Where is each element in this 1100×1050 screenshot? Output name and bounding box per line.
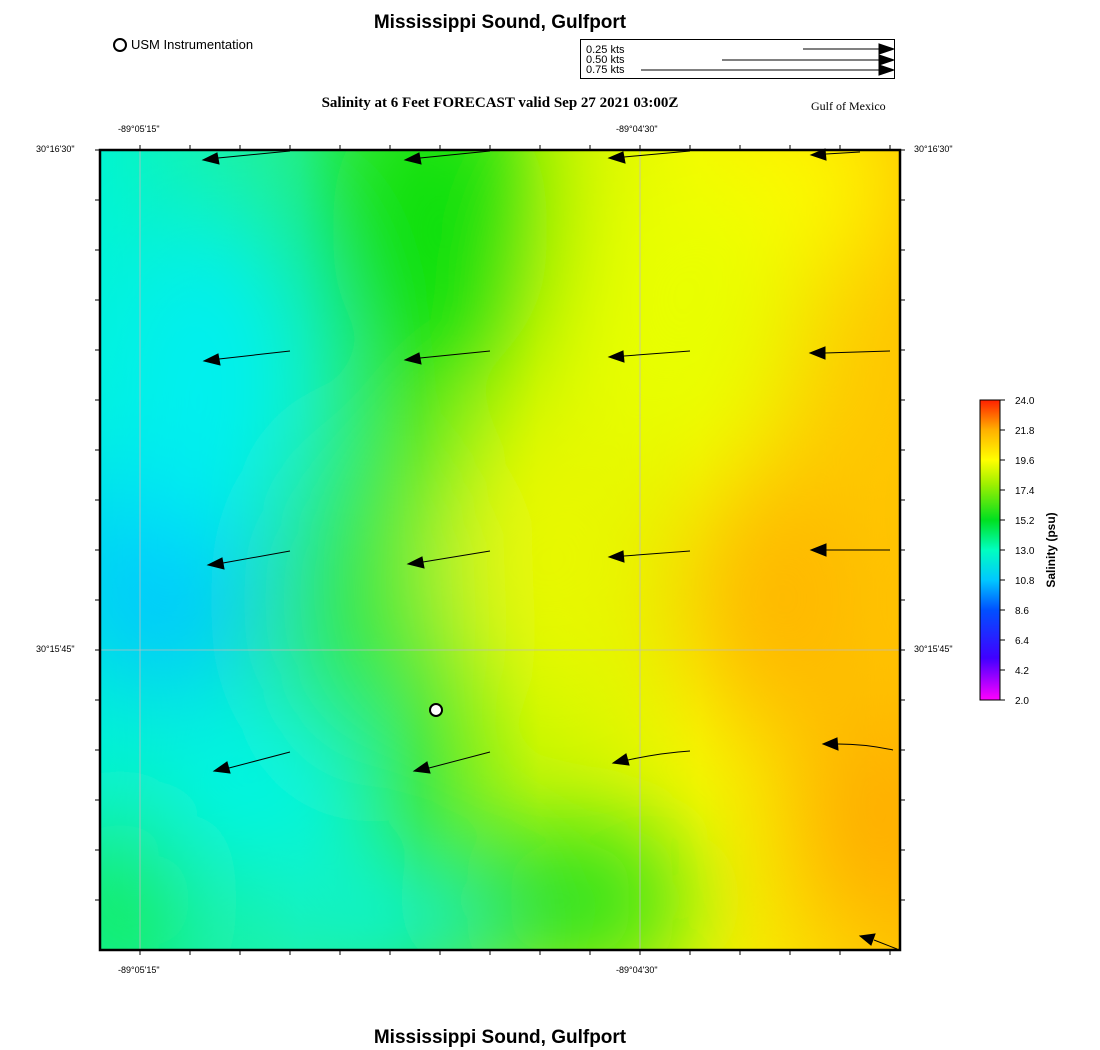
salinity-field	[50, 80, 950, 990]
colorbar-tick: 19.6	[1015, 456, 1035, 467]
lat-label-right-north: 30°16'30"	[914, 144, 953, 154]
forecast-subtitle: Salinity at 6 Feet FORECAST valid Sep 27 2021 03:00Z	[321, 95, 679, 111]
lat-label-left-south: 30°15'45"	[36, 644, 75, 654]
colorbar-tick: 13.0	[1015, 546, 1035, 557]
lon-label-top-west: -89°05'15"	[118, 124, 160, 134]
map-title-top: Mississippi Sound, Gulfport	[373, 12, 627, 33]
colorbar-tick: 10.8	[1015, 576, 1035, 587]
colorbar-tick: 21.8	[1015, 426, 1035, 437]
colorbar	[980, 400, 1000, 700]
colorbar-tick: 15.2	[1015, 516, 1035, 527]
colorbar-tick: 8.6	[1015, 606, 1029, 617]
lat-label-right-south: 30°15'45"	[914, 644, 953, 654]
region-label: Gulf of Mexico	[811, 99, 886, 113]
colorbar-labels	[1015, 396, 1035, 707]
map-title-bottom: Mississippi Sound, Gulfport	[373, 1027, 627, 1048]
colorbar-tick: 2.0	[1015, 696, 1029, 707]
usm-station-marker	[430, 704, 442, 716]
colorbar-tick: 4.2	[1015, 666, 1029, 677]
station-legend-label: USM Instrumentation	[131, 37, 254, 52]
colorbar-ticks	[1000, 400, 1005, 700]
lon-label-bottom-east: -89°04'30"	[616, 965, 658, 975]
legend-speed-1: 0.50 kts	[586, 54, 625, 66]
legend-speed-0: 0.25 kts	[586, 44, 625, 56]
legend-speed-2: 0.75 kts	[586, 64, 625, 76]
lat-label-left-north: 30°16'30"	[36, 144, 75, 154]
colorbar-tick: 17.4	[1015, 486, 1035, 497]
colorbar-tick: 24.0	[1015, 396, 1035, 407]
lon-label-bottom-west: -89°05'15"	[118, 965, 160, 975]
colorbar-tick: 6.4	[1015, 636, 1029, 647]
colorbar-title: Salinity (psu)	[1044, 512, 1058, 588]
lon-label-top-east: -89°04'30"	[616, 124, 658, 134]
